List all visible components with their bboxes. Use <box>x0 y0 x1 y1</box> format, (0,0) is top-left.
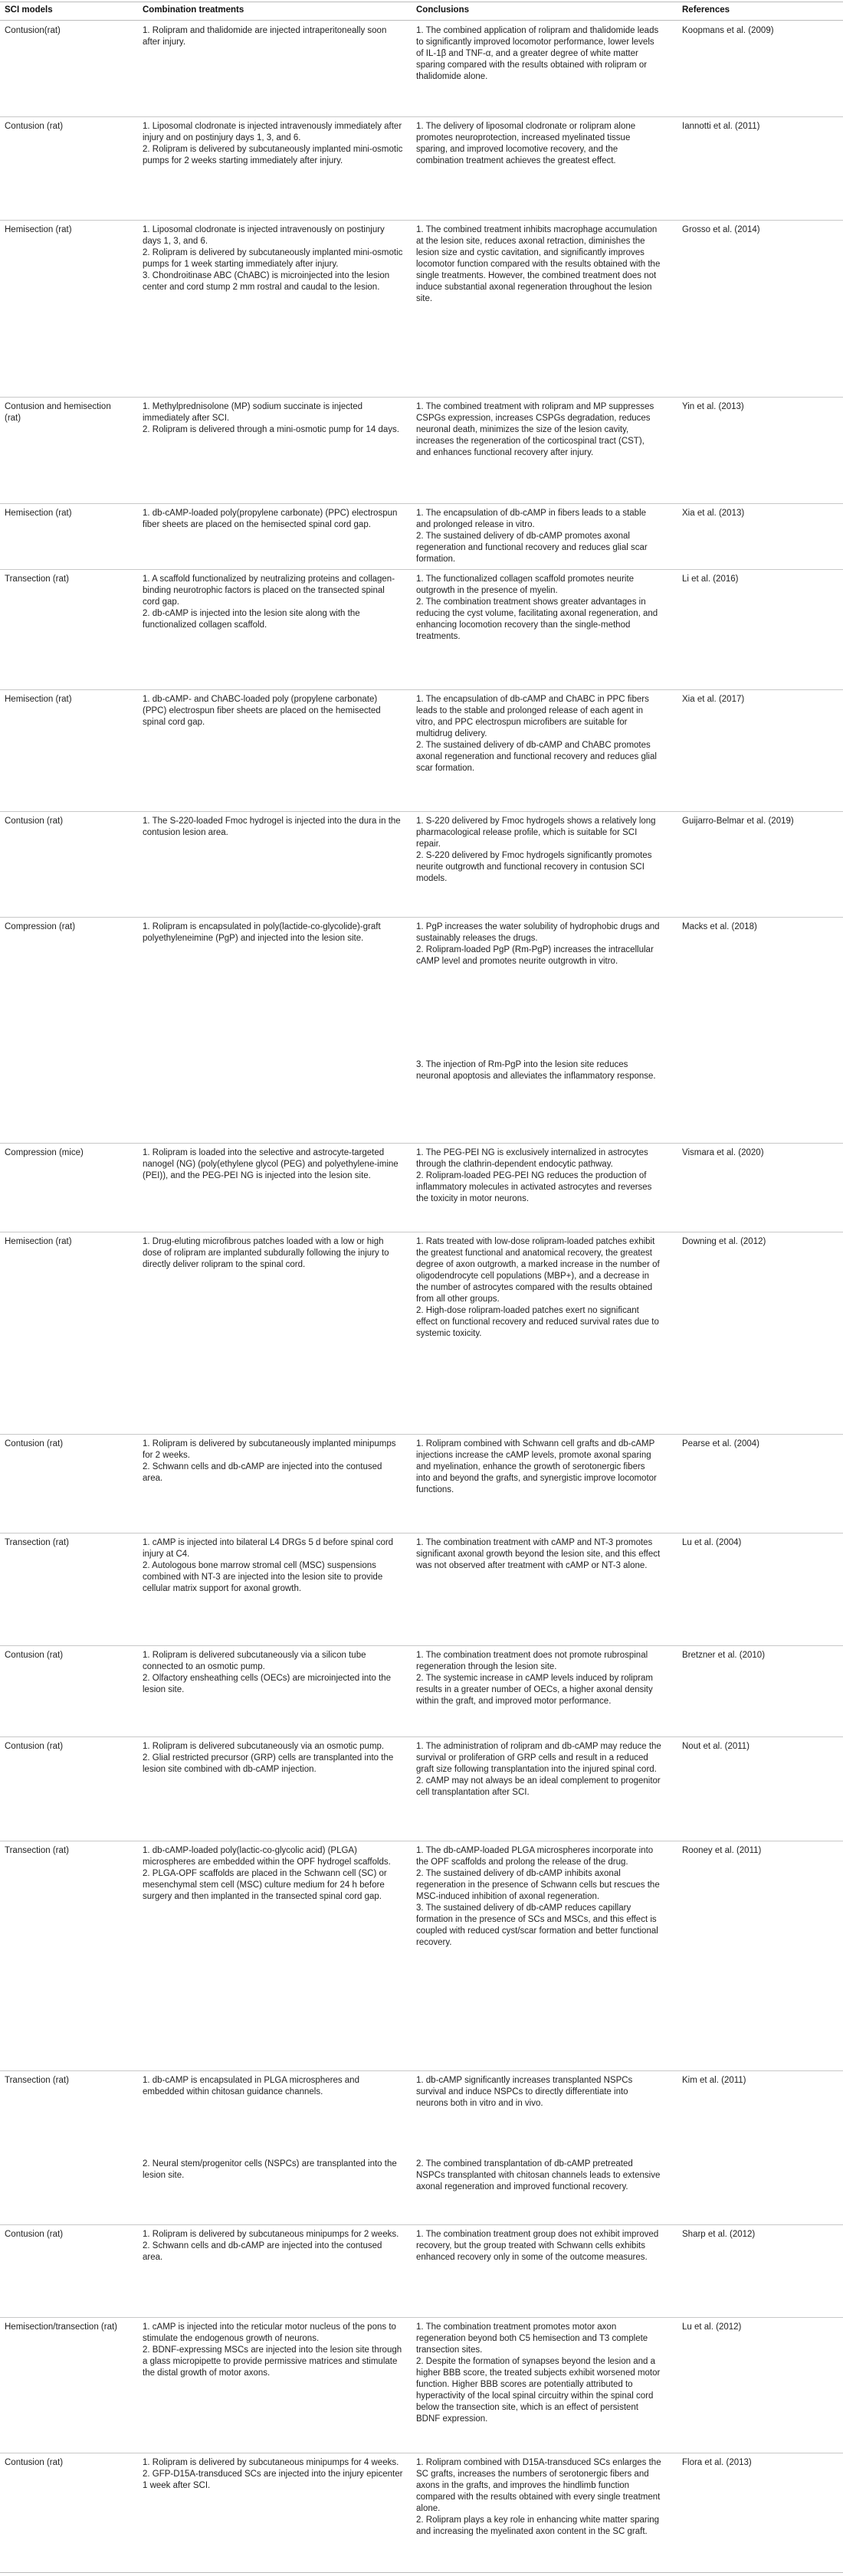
treatments-cell-item: 2. Schwann cells and db-cAMP are injected into the contused area. <box>143 2241 382 2262</box>
treatments-cell-item: 2. Glial restricted precursor (GRP) cells are transplanted into the lesion site combined with db-cAMP injection. <box>143 1753 394 1774</box>
treatments-cell-item: 2. Olfactory ensheathing cells (OECs) are microinjected into the lesion site. <box>143 1674 392 1694</box>
sci-model-cell: Hemisection (rat) <box>5 509 72 518</box>
conclusions-cell <box>416 1845 661 1949</box>
conclusions-cell <box>416 694 661 774</box>
treatments-cell-item: 2. Autologous bone marrow stromal cell (MSC) suspensions combined with NT-3 are injected into the lesion site to provide cellular matrix support for axonal growth. <box>143 1561 383 1593</box>
treatments-cell-item: 1. Rolipram is delivered by subcutaneous minipumps for 4 weeks. <box>143 2458 399 2467</box>
header-sci-models: SCI models <box>5 5 53 15</box>
treatments-cell-item: 2. Rolipram is delivered by subcutaneously implanted mini-osmotic pumps for 1 week starting immediately after injury. <box>143 248 403 269</box>
conclusions-cell-item: 3. The sustained delivery of db-cAMP reduces capillary formation in the presence of SCs and MSCs, and this effect is coupled with reduced cyst/scar formation and better functional recovery. <box>416 1903 658 1947</box>
treatments-cell-item: 1. The S-220-loaded Fmoc hydrogel is injected into the dura in the contusion lesion area. <box>143 817 401 837</box>
conclusions-cell <box>416 816 661 885</box>
table-row <box>0 503 843 570</box>
table-row <box>0 1533 843 1646</box>
treatments-cell <box>143 508 403 531</box>
conclusions-cell <box>416 1147 661 1205</box>
table-row <box>0 2224 843 2318</box>
treatments-cell <box>143 401 403 436</box>
conclusions-cell-item: 1. The encapsulation of db-cAMP and ChABC in PPC fibers leads to the stable and prolonged release of each agent in vitro, and PPC electrospun microfibers are suitable for multidrug delivery. <box>416 695 649 738</box>
reference-cell: Iannotti et al. (2011) <box>682 122 760 131</box>
treatments-cell-item: 1. Drug-eluting microfibrous patches loaded with a low or high dose of rolipram are implanted subdurally following the injury to directly deliver rolipram to the spinal cord. <box>143 1237 389 1269</box>
conclusions-cell-item: 2. The sustained delivery of db-cAMP promotes axonal regeneration and functional recovery and reduces glial scar formation. <box>416 532 648 564</box>
table-row <box>0 397 843 504</box>
treatments-cell-item: 2. PLGA-OPF scaffolds are placed in the Schwann cell (SC) or mesenchymal stem cell (MSC) culture medium for 24 h before surgery and then implanted in the transected spinal cord gap. <box>143 1869 387 1901</box>
table-row <box>0 1232 843 1435</box>
reference-cell: Pearse et al. (2004) <box>682 1439 760 1448</box>
sci-model-cell: Transection (rat) <box>5 2076 69 2085</box>
conclusions-cell-item: 3. The injection of Rm-PgP into the lesion site reduces neuronal apoptosis and alleviates the inflammatory response. <box>416 1060 656 1081</box>
treatments-cell-item: 1. Rolipram is delivered by subcutaneously implanted minipumps for 2 weeks. <box>143 1439 396 1460</box>
sci-model-cell: Compression (rat) <box>5 922 76 931</box>
table-row <box>0 569 843 690</box>
reference-cell: Kim et al. (2011) <box>682 2076 746 2085</box>
table-row <box>0 1736 843 1841</box>
conclusions-cell <box>416 1439 661 1496</box>
conclusions-cell-item: 2. High-dose rolipram-loaded patches exert no significant effect on functional recovery and reduced survival rates due to systemic toxicity. <box>416 1306 659 1338</box>
conclusions-cell <box>416 1236 661 1340</box>
conclusions-cell-item: 1. The combined treatment with rolipram and MP suppresses CSPGs expression, increases CSPGs degradation, reduces neuronal death, minimizes the size of the lesion cavity, increases the regeneration of the corticospinal tract (CST), and enhances functional recovery after injury. <box>416 402 654 457</box>
sci-model-cell: Contusion(rat) <box>5 26 61 35</box>
treatments-cell <box>143 2457 403 2492</box>
treatments-cell-item: 1. Rolipram is loaded into the selective and astrocyte-targeted nanogel (NG) (poly(ethylene glycol (PEG) and polyethylene-imine (PEI)), and the PEG-PEI NG is injected into the lesion site. <box>143 1148 399 1180</box>
treatments-cell <box>143 694 403 728</box>
treatments-cell-item: 1. Methylprednisolone (MP) sodium succinate is injected immediately after SCI. <box>143 402 362 423</box>
treatments-cell-item: 1. db-cAMP-loaded poly(propylene carbonate) (PPC) electrospun fiber sheets are placed on the hemisected spinal cord gap. <box>143 509 398 529</box>
treatments-cell <box>143 25 403 48</box>
reference-cell: Lu et al. (2012) <box>682 2322 742 2332</box>
conclusions-cell <box>416 25 661 83</box>
reference-cell: Bretzner et al. (2010) <box>682 1651 766 1660</box>
reference-cell: Rooney et al. (2011) <box>682 1846 762 1855</box>
treatments-cell <box>143 1741 403 1776</box>
reference-cell: Xia et al. (2017) <box>682 695 745 704</box>
conclusions-cell <box>416 1059 661 1082</box>
treatments-cell-item: 1. A scaffold functionalized by neutralizing proteins and collagen-binding neurotrophic factors is placed on the transected spinal cord gap. <box>143 574 395 607</box>
treatments-cell <box>143 224 403 293</box>
conclusions-cell-item: 1. The encapsulation of db-cAMP in fibers leads to a stable and prolonged release in vitro. <box>416 509 647 529</box>
sci-model-cell: Transection (rat) <box>5 574 69 584</box>
conclusions-cell-item: 2. The combined transplantation of db-cAMP pretreated NSPCs transplanted with chitosan channels leads to extensive axonal regeneration and improved functional recovery. <box>416 2159 661 2191</box>
sci-model-cell: Contusion (rat) <box>5 2230 64 2239</box>
treatments-cell <box>143 1236 403 1271</box>
treatments-cell <box>143 2322 403 2379</box>
treatments-cell-item: 1. Rolipram is delivered subcutaneously via an osmotic pump. <box>143 1742 385 1751</box>
conclusions-cell-item: 1. db-cAMP significantly increases transplanted NSPCs survival and induce NSPCs to directly differentiate into neurons both in vitro and in vivo. <box>416 2076 633 2108</box>
sci-model-cell: Contusion (rat) <box>5 1439 64 1448</box>
conclusions-cell-item: 1. The PEG-PEI NG is exclusively internalized in astrocytes through the clathrin-dependent endocytic pathway. <box>416 1148 648 1169</box>
table-row <box>0 689 843 812</box>
conclusions-cell-item: 1. The combination treatment with cAMP and NT-3 promotes significant axonal growth beyond the lesion site, and this effect was not observed after treatment with cAMP or NT-3 alone. <box>416 1538 661 1570</box>
conclusions-cell-item: 2. S-220 delivered by Fmoc hydrogels significantly promotes neurite outgrowth and functional recovery in contusion SCI models. <box>416 851 652 883</box>
sci-model-cell: Contusion (rat) <box>5 1651 64 1660</box>
treatments-cell <box>143 2159 403 2182</box>
treatments-cell <box>143 921 403 944</box>
conclusions-cell-item: 2. cAMP may not always be an ideal complement to progenitor cell transplantation after SCI. <box>416 1776 661 1797</box>
reference-cell: Vismara et al. (2020) <box>682 1148 764 1157</box>
conclusions-cell <box>416 1741 661 1799</box>
reference-cell: Guijarro-Belmar et al. (2019) <box>682 817 794 826</box>
conclusions-cell-item: 1. Rolipram combined with D15A-transduced SCs enlarges the SC grafts, increases the numbers of serotonergic fibers and axons in the grafts, and improves the hindlimb function compared with the results obtained with every single treatment alone. <box>416 2458 661 2513</box>
treatments-cell-item: 2. Rolipram is delivered by subcutaneously implanted mini-osmotic pumps for 2 weeks starting immediately after injury. <box>143 145 403 165</box>
conclusions-cell <box>416 2457 661 2538</box>
conclusions-cell-item: 1. The combined treatment inhibits macrophage accumulation at the lesion site, reduces axonal retraction, diminishes the lesion size and cystic cavitation, and significantly improves locomotor function compared with the results obtained with the single treatments. However, the combined treatment does not induce substantial axonal regeneration throughout the lesion site. <box>416 225 661 303</box>
treatments-cell-item: 1. Rolipram is delivered by subcutaneous minipumps for 2 weeks. <box>143 2230 399 2239</box>
conclusions-cell-item: 2. Rolipram-loaded PgP (Rm-PgP) increases the intracellular cAMP level and promotes neurite outgrowth in vitro. <box>416 945 654 966</box>
sci-model-cell: Contusion (rat) <box>5 122 64 131</box>
conclusions-cell <box>416 1650 661 1707</box>
treatments-cell <box>143 1439 403 1484</box>
conclusions-cell-item: 1. The combination treatment promotes motor axon regeneration beyond both C5 hemisection and T3 complete transection sites. <box>416 2322 648 2355</box>
treatments-cell-item: 1. Liposomal clodronate is injected intravenously on postinjury days 1, 3, and 6. <box>143 225 385 246</box>
treatments-cell-item: 1. cAMP is injected into the reticular motor nucleus of the pons to stimulate the endogenous growth of neurons. <box>143 2322 396 2343</box>
treatments-cell <box>143 1537 403 1595</box>
treatments-cell-item: 1. Liposomal clodronate is injected intravenously immediately after injury and on postinjury days 1, 3, and 6. <box>143 122 402 142</box>
conclusions-cell <box>416 224 661 305</box>
table-row <box>0 220 843 398</box>
table-header <box>0 2 843 21</box>
treatments-cell-item: 2. GFP-D15A-transduced SCs are injected into the injury epicenter 1 week after SCI. <box>143 2470 403 2490</box>
table-row <box>0 21 843 117</box>
sci-model-cell: Compression (mice) <box>5 1148 84 1157</box>
conclusions-cell-item: 1. The delivery of liposomal clodronate or rolipram alone promotes neuroprotection, increased myelinated tissue sparing, and improved locomotive recovery, and the combination treatment achieves the greatest effect. <box>416 122 636 165</box>
conclusions-cell <box>416 2075 661 2110</box>
conclusions-cell-item: 1. S-220 delivered by Fmoc hydrogels shows a relatively long pharmacological release profile, which is suitable for SCI repair. <box>416 817 656 849</box>
treatments-cell-item: 1. cAMP is injected into bilateral L4 DRGs 5 d before spinal cord injury at C4. <box>143 1538 394 1559</box>
treatments-cell-item: 1. Rolipram is encapsulated in poly(lactide-co-glycolide)-graft polyethyleneimine (PgP) and injected into the lesion site. <box>143 922 381 943</box>
table-row <box>0 1841 843 2071</box>
reference-cell: Sharp et al. (2012) <box>682 2230 756 2239</box>
conclusions-cell <box>416 508 661 565</box>
conclusions-cell-item: 1. The administration of rolipram and db-cAMP may reduce the survival or proliferation of GRP cells and result in a reduced graft size following transplantation into the injured spinal cord. <box>416 1742 661 1774</box>
conclusions-cell-item: 2. The systemic increase in cAMP levels induced by rolipram results in a greater number of OECs, a higher axonal density within the graft, and improved motor performance. <box>416 1674 653 1706</box>
conclusions-cell-item: 1. PgP increases the water solubility of hydrophobic drugs and sustainably releases the drugs. <box>416 922 660 943</box>
conclusions-cell-item: 1. The db-cAMP-loaded PLGA microspheres incorporate into the OPF scaffolds and prolong the release of the drug. <box>416 1846 654 1867</box>
sci-model-cell: Hemisection (rat) <box>5 1237 72 1246</box>
table-row <box>0 116 843 221</box>
sci-model-cell: Hemisection/transection (rat) <box>5 2322 117 2332</box>
conclusions-cell-item: 2. Rolipram-loaded PEG-PEI NG reduces the production of inflammatory molecules in activated astrocytes and reverses the toxicity in motor neurons. <box>416 1171 652 1203</box>
header-references: References <box>682 5 730 15</box>
table-row <box>0 1143 843 1232</box>
table-row <box>0 2317 843 2453</box>
table-row <box>0 2154 843 2225</box>
treatments-cell-item: 3. Chondroitinase ABC (ChABC) is microinjected into the lesion center and cord stump 2 mm rostral and caudal to the lesion. <box>143 271 390 292</box>
header-conclusions: Conclusions <box>416 5 470 15</box>
conclusions-cell-item: 1. Rolipram combined with Schwann cell grafts and db-cAMP injections increase the cAMP levels, promote axonal sparing and myelination, enhance the growth of serotonergic fibers into and beyond the grafts, and synergistic improve locomotor functions. <box>416 1439 657 1494</box>
sci-model-cell: Contusion (rat) <box>5 817 64 826</box>
conclusions-cell-item: 2. Despite the formation of synapses beyond the lesion and a higher BBB score, the treated subjects exhibit worsened motor function. Higher BBB scores are potentially attributed to hyperactivity of the local spinal circuitry within the spinal cord below the transection site, which is an effect of persistent BDNF expression. <box>416 2357 661 2424</box>
treatments-cell <box>143 816 403 839</box>
sci-model-cell: Contusion and hemisection (rat) <box>5 402 111 423</box>
treatments-cell-item: 1. db-cAMP-loaded poly(lactic-co-glycolic acid) (PLGA) microspheres are embedded within the OPF hydrogel scaffolds. <box>143 1846 391 1867</box>
treatments-cell-item: 2. Neural stem/progenitor cells (NSPCs) are transplanted into the lesion site. <box>143 2159 397 2180</box>
treatments-cell-item: 1. db-cAMP- and ChABC-loaded poly (propylene carbonate) (PPC) electrospun fiber sheets are placed on the hemisected spinal cord gap. <box>143 695 381 727</box>
treatments-cell-item: 2. BDNF-expressing MSCs are injected into the lesion site through a glass micropipette to provide permissive matrices and stimulate the distal growth of motor axons. <box>143 2345 402 2378</box>
treatments-cell <box>143 2229 403 2263</box>
conclusions-cell-item: 1. The combined application of rolipram and thalidomide leads to significantly improved locomotor performance, lower levels of IL-1β and TNF-α, and a greater degree of white matter sparing compared with the results obtained with rolipram or thalidomide alone. <box>416 26 659 81</box>
sci-model-cell: Contusion (rat) <box>5 2458 64 2467</box>
reference-cell: Li et al. (2016) <box>682 574 739 584</box>
table-row <box>0 917 843 1055</box>
treatments-cell-item: 2. Rolipram is delivered through a mini-osmotic pump for 14 days. <box>143 425 399 434</box>
sci-model-cell: Hemisection (rat) <box>5 695 72 704</box>
sci-model-cell: Contusion (rat) <box>5 1742 64 1751</box>
reference-cell: Downing et al. (2012) <box>682 1237 766 1246</box>
conclusions-cell <box>416 1537 661 1572</box>
conclusions-cell-item: 1. The functionalized collagen scaffold promotes neurite outgrowth in the presence of myelin. <box>416 574 635 595</box>
conclusions-cell-item: 1. Rats treated with low-dose rolipram-loaded patches exhibit the greatest functional and anatomical recovery, the greatest degree of axon outgrowth, a marked increase in the number of oligodendrocyte cell populations (MBP+), and a decrease in the number of astrocytes compared with the results obtained from all other groups. <box>416 1237 660 1304</box>
sci-model-cell: Transection (rat) <box>5 1538 69 1547</box>
conclusions-cell <box>416 574 661 643</box>
treatments-cell-item: 1. db-cAMP is encapsulated in PLGA microspheres and embedded within chitosan guidance channels. <box>143 2076 359 2096</box>
table-bottom-rule <box>0 2572 843 2573</box>
treatments-cell-item: 2. db-cAMP is injected into the lesion site along with the functionalized collagen scaffold. <box>143 609 360 630</box>
conclusions-cell-item: 2. The sustained delivery of db-cAMP inhibits axonal regeneration in the presence of Schwann cells but rescues the MSC-induced inhibition of axonal regeneration. <box>416 1869 660 1901</box>
conclusions-cell-item: 1. The combination treatment group does not exhibit improved recovery, but the group treated with Schwann cells exhibits enhanced recovery only in some of the outcome measures. <box>416 2230 659 2262</box>
table-row <box>0 2453 843 2573</box>
conclusions-cell-item: 2. The combination treatment shows greater advantages in reducing the cyst volume, facilitating axonal regeneration, and enhancing locomotion recovery than the single-method treatments. <box>416 597 658 641</box>
conclusions-cell <box>416 921 661 967</box>
reference-cell: Xia et al. (2013) <box>682 509 745 518</box>
conclusions-cell <box>416 401 661 459</box>
reference-cell: Flora et al. (2013) <box>682 2458 752 2467</box>
conclusions-cell-item: 2. Rolipram plays a key role in enhancing white matter sparing and increasing the myelinated axon content in the SC graft. <box>416 2515 660 2536</box>
conclusions-cell-item: 1. The combination treatment does not promote rubrospinal regeneration through the lesion site. <box>416 1651 648 1671</box>
reference-cell: Nout et al. (2011) <box>682 1742 750 1751</box>
treatments-cell-item: 1. Rolipram and thalidomide are injected intraperitoneally soon after injury. <box>143 26 387 47</box>
reference-cell: Macks et al. (2018) <box>682 922 757 931</box>
sci-model-cell: Hemisection (rat) <box>5 225 72 234</box>
treatments-cell <box>143 2075 403 2098</box>
header-combination-treatments: Combination treatments <box>143 5 244 15</box>
treatments-cell <box>143 1147 403 1182</box>
treatments-cell <box>143 121 403 167</box>
treatments-cell <box>143 1650 403 1696</box>
conclusions-cell <box>416 2159 661 2193</box>
conclusions-cell <box>416 121 661 167</box>
conclusions-cell <box>416 2229 661 2263</box>
table-row <box>0 1055 843 1144</box>
treatments-cell-item: 2. Schwann cells and db-cAMP are injected into the contused area. <box>143 1462 382 1483</box>
sci-model-cell: Transection (rat) <box>5 1846 69 1855</box>
conclusions-cell <box>416 2322 661 2425</box>
table-row <box>0 1434 843 1533</box>
reference-cell: Lu et al. (2004) <box>682 1538 742 1547</box>
conclusions-cell-item: 2. The sustained delivery of db-cAMP and ChABC promotes axonal regeneration and functional recovery and reduces glial scar formation. <box>416 741 657 773</box>
reference-cell: Grosso et al. (2014) <box>682 225 760 234</box>
reference-cell: Koopmans et al. (2009) <box>682 26 774 35</box>
treatments-cell-item: 1. Rolipram is delivered subcutaneously via a silicon tube connected to an osmotic pump. <box>143 1651 366 1671</box>
treatments-cell <box>143 574 403 631</box>
treatments-cell <box>143 1845 403 1903</box>
reference-cell: Yin et al. (2013) <box>682 402 744 411</box>
table-row <box>0 811 843 918</box>
table-row <box>0 2070 843 2154</box>
table-row <box>0 1645 843 1737</box>
